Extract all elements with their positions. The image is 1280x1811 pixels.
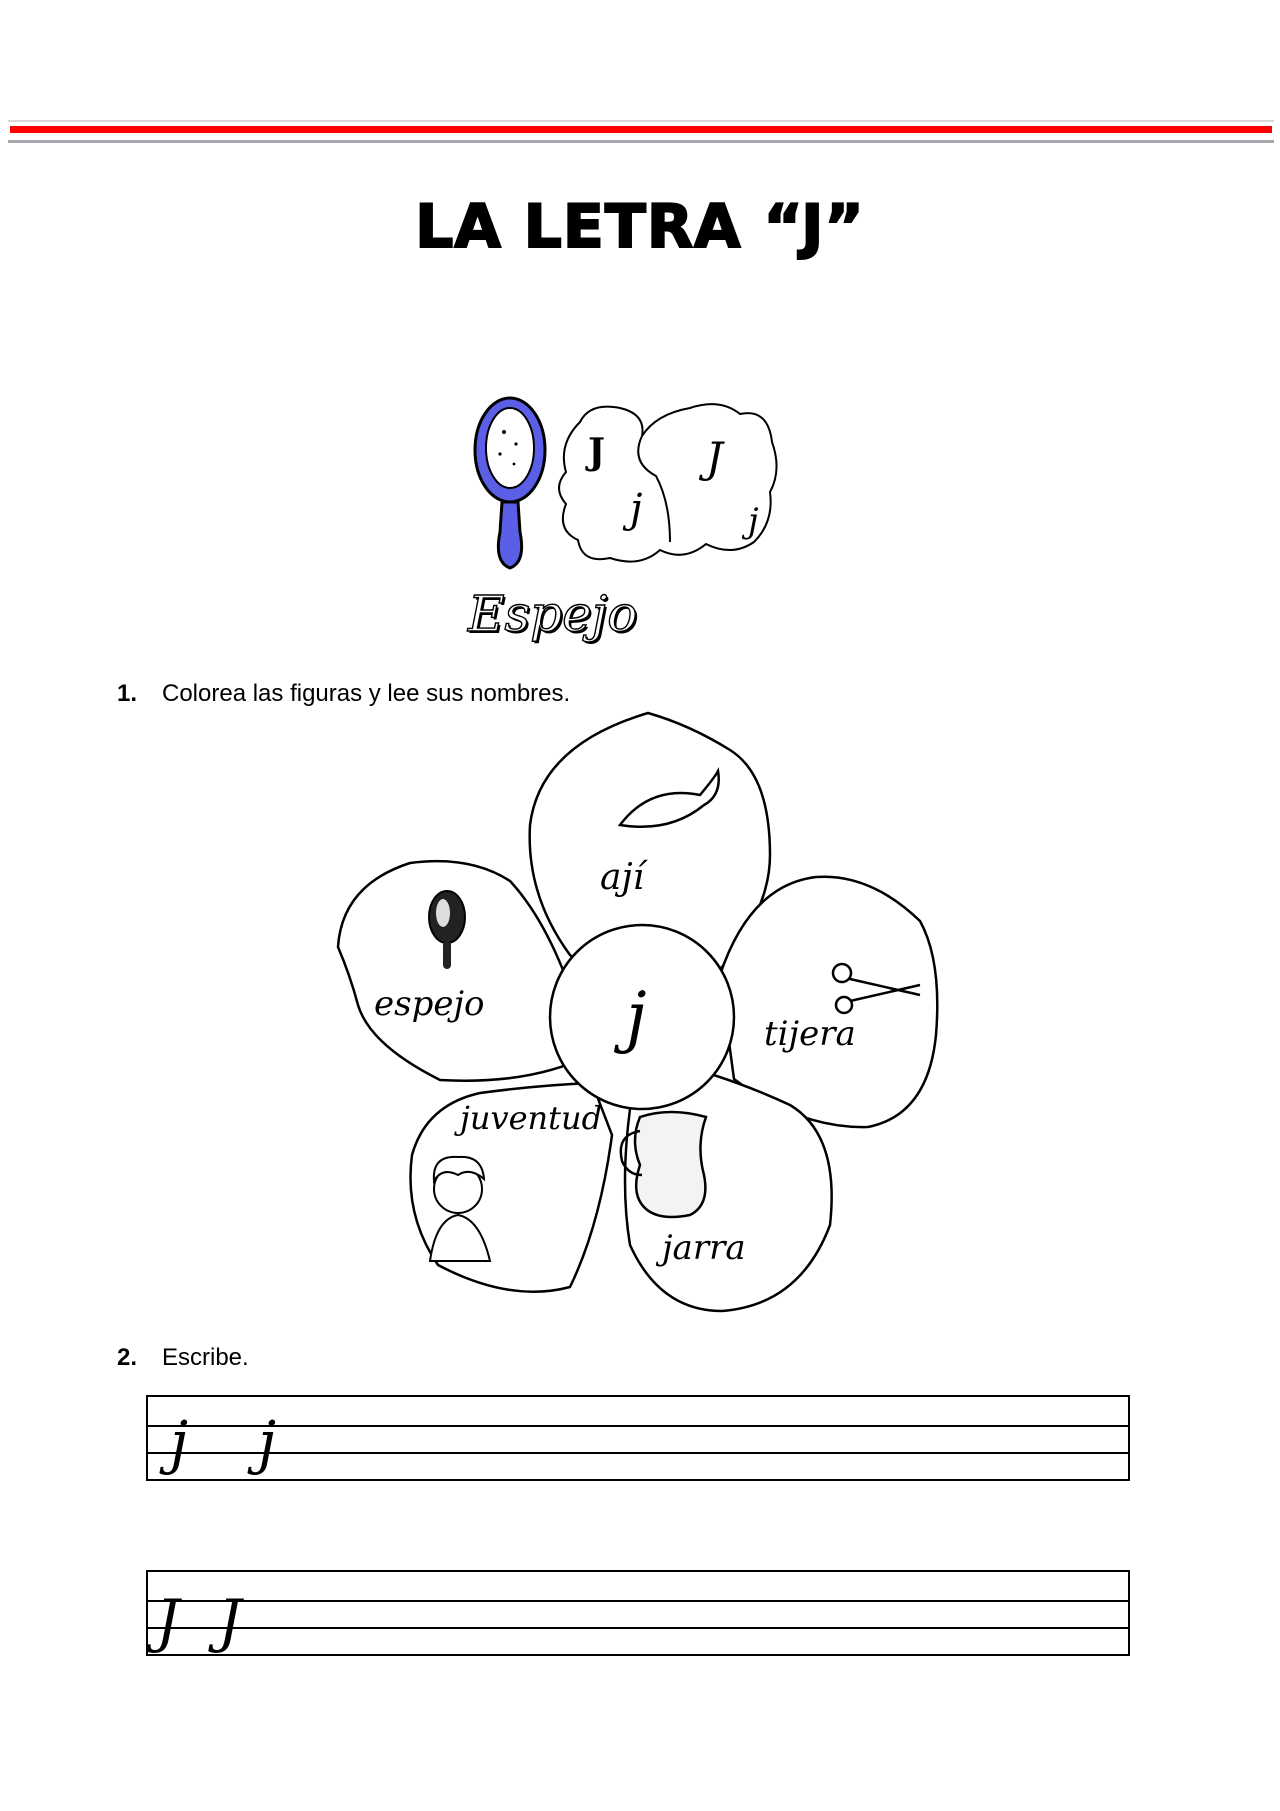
- header-rule-red: [10, 126, 1272, 133]
- flower-diagram: [330, 705, 950, 1315]
- writing-guide-line: [146, 1425, 1130, 1427]
- practice-glyph: j: [258, 1408, 276, 1476]
- practice-glyph: J: [218, 1587, 242, 1655]
- writing-row-border: [146, 1395, 1130, 1481]
- header-word: Espejo: [468, 585, 638, 643]
- petal-label-bottom-left: juventud: [460, 1099, 603, 1137]
- petal-label-top: ají: [600, 857, 645, 898]
- writing-row-1: [146, 1395, 1130, 1481]
- header-rule-gray: [8, 140, 1274, 143]
- practice-glyph: j: [170, 1408, 188, 1476]
- writing-row-2: [146, 1570, 1130, 1656]
- instruction-number: 2.: [117, 1344, 138, 1371]
- header-illustration: [470, 392, 830, 572]
- petal-label-bottom-right: jarra: [662, 1228, 746, 1268]
- petal-label-right: tijera: [764, 1014, 856, 1054]
- instruction-2: [117, 1344, 249, 1372]
- cloud-shape: [559, 404, 777, 561]
- writing-guide-line: [146, 1452, 1130, 1454]
- cloud-letter-j: j: [630, 486, 643, 532]
- cloud-letter-J-cursive: J: [706, 433, 723, 482]
- petal-label-left: espejo: [374, 984, 485, 1024]
- mirror-icon: [475, 398, 545, 568]
- instruction-number: 1.: [117, 680, 138, 707]
- cloud-letter-j-cursive: j: [748, 501, 759, 541]
- instruction-1: [117, 680, 570, 708]
- writing-guide-line: [146, 1627, 1130, 1629]
- header-rule-light: [8, 120, 1274, 122]
- page-title: LA LETRA “J”: [415, 192, 865, 262]
- writing-row-border: [146, 1570, 1130, 1656]
- flower-center-letter: j: [626, 978, 647, 1055]
- cloud-letter-J: J: [588, 431, 606, 473]
- instruction-text: Colorea las figuras y lee sus nombres.: [162, 680, 571, 707]
- practice-glyph: J: [156, 1587, 180, 1655]
- instruction-text: Escribe.: [162, 1344, 249, 1371]
- writing-guide-line: [146, 1600, 1130, 1602]
